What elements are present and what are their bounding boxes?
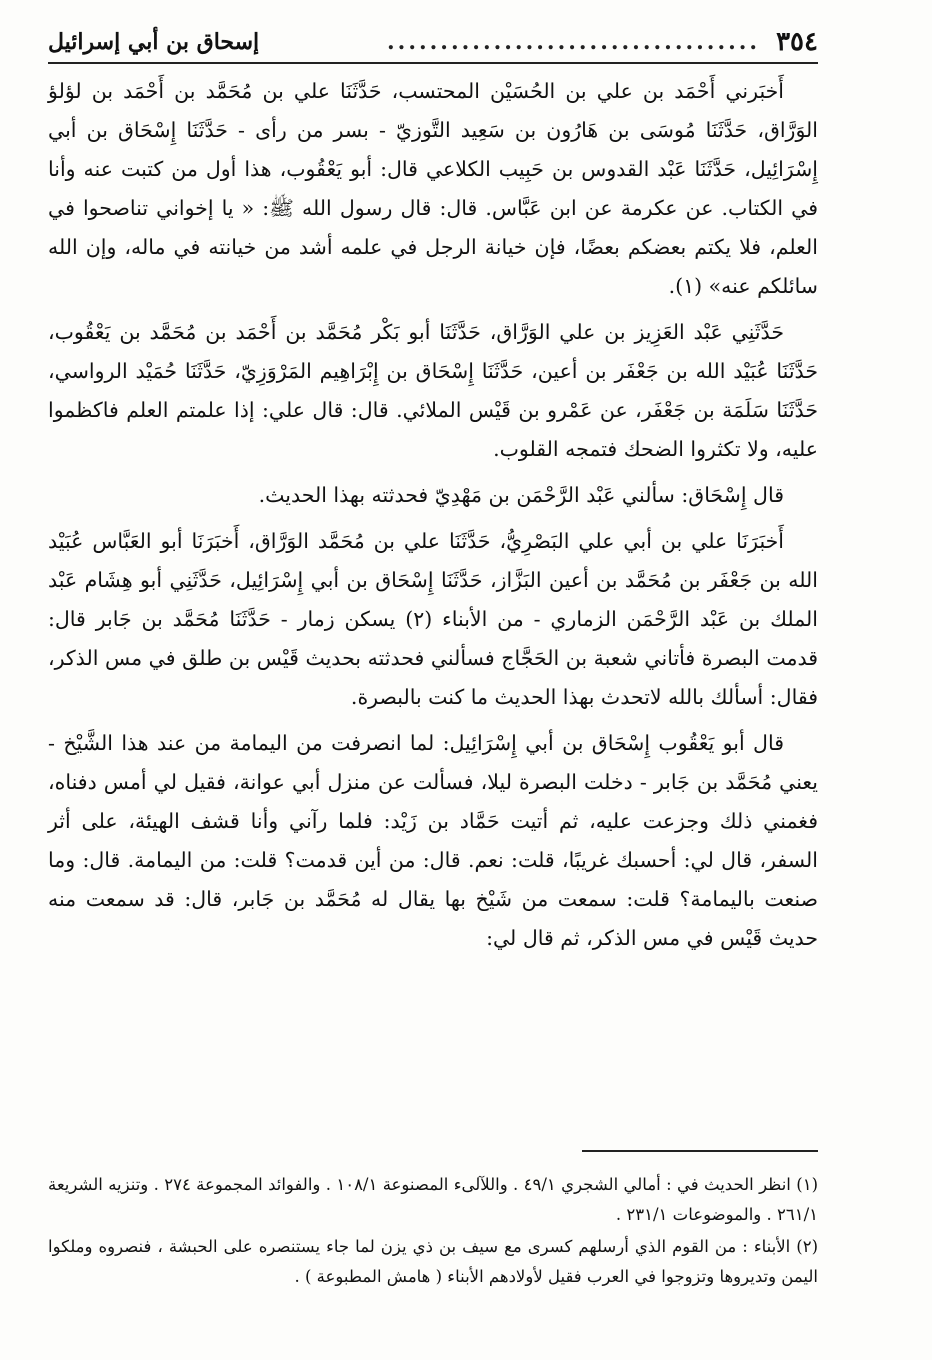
paragraph: أَخبَرني أَحْمَد بن علي بن الحُسَيْن المحتسب، حَدَّثَنَا علي بن مُحَمَّد بن أَحْمَد بن لؤلؤ الوَرَّاق، حَدَّثَنَا مُوسَى بن هَارُون بن سَعِيد التَّوزيّ - بسر من رأى - حَدَّثَنَا إِسْحَاق بن أبي إِسْرَائِيل، حَدَّثَنَا عَبْد القدوس بن حَبِيب الكلاعي قال: أبو يَعْقُوب، هذا أول من كتبت عنه وأنا في الكتاب. عن عكرمة عن ابن عَبَّاس. قال: قال رسول الله ﷺ: « يا إخواني تناصحوا في العلم، فلا يكتم بعضكم بعضًا، فإن خيانة الرجل في علمه أشد من خيانته في ماله، وإن الله سائلكم عنه» (١). xyxy=(48,79,818,298)
body-text xyxy=(48,72,818,958)
chapter-title: إسحاق بن أبي إسرائيل xyxy=(48,29,260,55)
running-header xyxy=(48,22,818,62)
footnote: (٢) الأبناء : من القوم الذي أرسلهم كسرى مع سيف بن ذي يزن لما جاء يستنصره على الحبشة ، فنصروه وملكوا اليمن وتديروها وتزوجوا في العرب فقيل لأولادهم الأبناء ( هامش المطبوعة ) . xyxy=(48,1237,818,1286)
paragraph: قال أبو يَعْقُوب إِسْحَاق بن أبي إِسْرَائِيل: لما انصرفت من اليمامة من عند هذا الشَّيْخ - يعني مُحَمَّد بن جَابر - دخلت البصرة ليلا، فسألت عن منزل أبي عوانة، فقيل لي أمس دفناه، فغمني ذلك وجزعت عليه، ثم أتيت حَمَّاد بن زَيْد: فلما رآني وأنا قشف الهيئة، على أثر السفر، قال لي: أحسبك غريبًا، قلت: نعم. قال: من أين قدمت؟ قلت: من اليمامة. قال: وما صنعت باليمامة؟ قلت: سمعت من شَيْخ بها يقال له مُحَمَّد بن جَابر، قال: قد سمعت منه حديث قَيْس في مس الذكر، ثم قال لي: xyxy=(48,731,818,950)
footnotes xyxy=(48,1170,818,1294)
header-rule xyxy=(48,62,818,64)
book-page xyxy=(48,22,818,1286)
leader-dots: ................................... xyxy=(387,29,761,55)
paragraph: قال إِسْحَاق: سألني عَبْد الرَّحْمَن بن مَهْدِيّ فحدثته بهذا الحديث. xyxy=(258,483,784,507)
footnote: (١) انظر الحديث في : أمالي الشجري ٤٩/١ . واللآلىء المصنوعة ١٠٨/١ . والفوائد المجموعة ٢٧٤ . وتنزيه الشريعة ٢٦١/١ . والموضوعات ٢٣١/١ . xyxy=(48,1175,818,1224)
paragraph: أَخبَرَنَا علي بن أبي علي البَصْرِيُّ، حَدَّثَنَا علي بن مُحَمَّد الوَرَّاق، أَخبَرَنَا أبو العَبَّاس عُبَيْد الله بن جَعْفَر بن مُحَمَّد بن أعين البَزَّاز، حَدَّثَنَا إِسْحَاق بن أبي إِسْرَائِيل، حَدَّثَنِي أبو هِشَام عَبْد الملك بن عَبْد الرَّحْمَن الزماري - من الأبناء (٢) يسكن زمار - حَدَّثَنَا مُحَمَّد بن جَابر قال: قدمت البصرة فأتاني شعبة بن الحَجَّاج فسألني فحدثته بحديث قَيْس بن طلق في مس الذكر، فقال: أسألك بالله لاتحدث بهذا الحديث ما كنت بالبصرة. xyxy=(48,529,818,709)
paragraph: حَدَّثَنِي عَبْد العَزِيز بن علي الوَرَّاق، حَدَّثَنَا أبو بَكْر مُحَمَّد بن أَحْمَد بن مُحَمَّد بن يَعْقُوب، حَدَّثَنَا عُبَيْد الله بن جَعْفَر بن أعين، حَدَّثَنَا إِسْحَاق بن إِبْرَاهِيم المَرْوَزِيّ، حَدَّثَنَا حُمَيْد الرواسي، حَدَّثَنَا سَلَمَة بن جَعْفَر، عن عَمْرو بن قَيْس الملائي. قال: قال علي: إذا علمتم العلم فاكظموا عليه، ولا تكثروا الضحك فتمجه القلوب. xyxy=(48,320,818,461)
page-number: ٣٥٤ xyxy=(776,27,818,57)
footnote-rule xyxy=(582,1150,818,1152)
